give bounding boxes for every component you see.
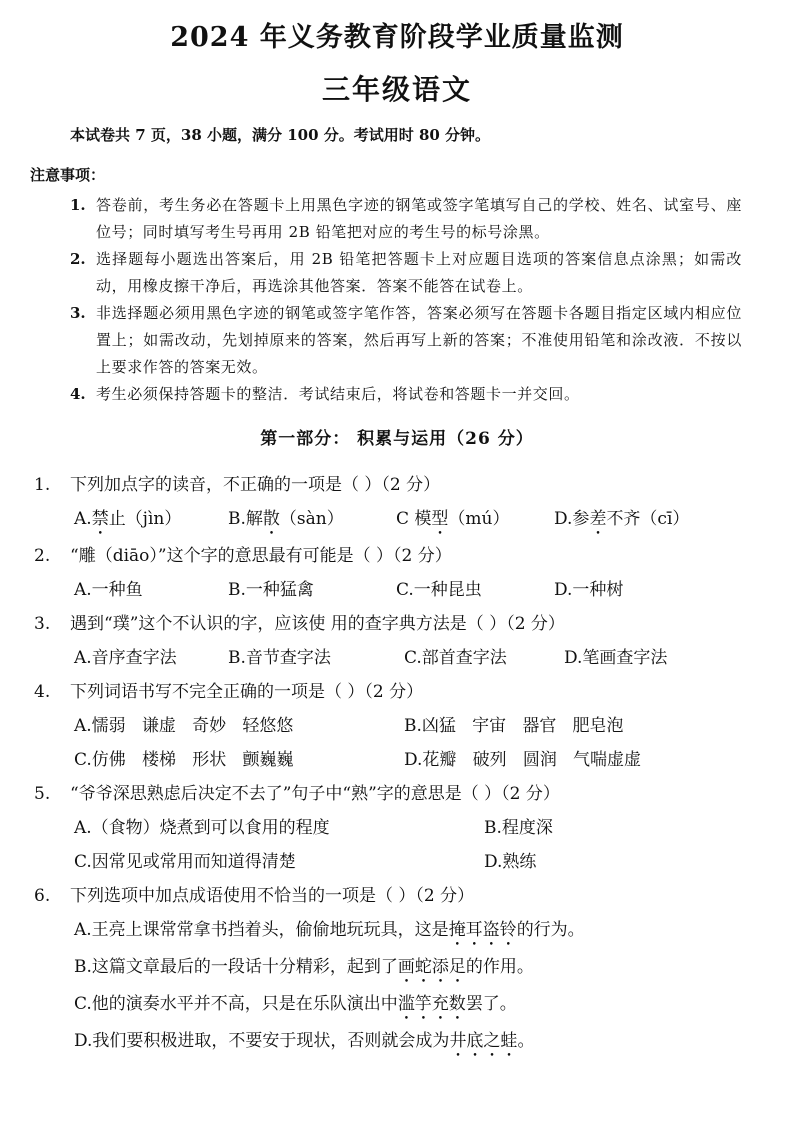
option-d[interactable]: D.笔画查字法 xyxy=(564,648,668,668)
dotted-char: 差 xyxy=(589,509,607,529)
dotted-char: 型 xyxy=(431,509,449,529)
notice-text: 选择题每小题选出答案后，用 2B 铅笔把答题卡上对应题目选项的答案信息点涂黑；如需改动，用橡皮擦干净后，再选涂其他答案．答案不能答在试卷上。 xyxy=(96,250,742,295)
question-6 xyxy=(30,879,764,1061)
section-heading: 第一部分： 积累与运用（26 分） xyxy=(260,429,534,449)
question-stem: 下列词语书写不完全正确的一项是（ ）（2 分） xyxy=(70,682,424,702)
notice-item xyxy=(70,381,742,408)
option-b[interactable]: B.一种猛禽 xyxy=(228,580,314,600)
option-a[interactable]: A.一种鱼 xyxy=(74,580,143,600)
option-c[interactable]: C 模型（mú） xyxy=(396,509,510,529)
question-4 xyxy=(30,675,764,777)
question-number: 1. xyxy=(34,475,51,495)
option-b[interactable]: B.这篇文章最后的一段话十分精彩，起到了 画蛇添足 的作用。 xyxy=(30,950,764,987)
notice-item xyxy=(70,300,742,381)
dotted-char: 禁 xyxy=(91,509,109,529)
option-d[interactable]: D.熟练 xyxy=(484,852,537,872)
question-number: 4. xyxy=(34,682,51,702)
notice-item xyxy=(70,246,742,300)
notice-number: 2. xyxy=(70,250,86,268)
question-stem: 遇到“璞”这个不认识的字，应该使 用的查字典方法是（ ）（2 分） xyxy=(70,614,565,634)
dotted-idiom: 画蛇添足 xyxy=(397,957,466,977)
dotted-idiom: 滥竽充数 xyxy=(397,994,466,1014)
exam-title: 2024 年义务教育阶段学业质量监测 xyxy=(170,22,624,53)
question-stem: “雕（diāo）”这个字的意思最有可能是（ ）（2 分） xyxy=(70,546,452,566)
option-d[interactable]: D.花瓣 破列 圆润 气喘虚虚 xyxy=(404,750,642,770)
option-a[interactable]: A.禁止（jìn） xyxy=(74,509,182,529)
question-5 xyxy=(30,777,764,879)
question-2 xyxy=(30,539,764,607)
option-b[interactable]: B.解散（sàn） xyxy=(228,509,344,529)
notice-number: 1. xyxy=(70,196,86,214)
question-number: 2. xyxy=(34,546,51,566)
option-c[interactable]: C.因常见或常用而知道得清楚 xyxy=(74,852,296,872)
option-b[interactable]: B.程度深 xyxy=(484,818,553,838)
option-d[interactable]: D.参差不齐（cī） xyxy=(554,509,690,529)
dotted-idiom: 掩耳盗铃 xyxy=(448,920,517,940)
option-a[interactable]: A.王亮上课常常拿书挡着头，偷偷地玩玩具，这是 掩耳盗铃 的行为。 xyxy=(30,913,764,950)
exam-info: 本试卷共 7 页，38 小题，满分 100 分。考试用时 80 分钟。 xyxy=(70,126,491,144)
notice-text: 非选择题必须用黑色字迹的钢笔或签字笔作答，答案必须写在答题卡各题目指定区域内相应位置上；如需改动，先划掉原来的答案，然后再写上新的答案；不准使用铅笔和涂改液．不按以上要求作答的答案无效。 xyxy=(96,304,742,376)
notice-number: 3. xyxy=(70,304,86,322)
exam-subtitle: 三年级语文 xyxy=(321,73,472,106)
question-stem: 下列选项中加点成语使用不恰当的一项是（ ）（2 分） xyxy=(70,886,475,906)
question-number: 5. xyxy=(34,784,51,804)
notice-text: 考生必须保持答题卡的整洁．考试结束后，将试卷和答题卡一并交回。 xyxy=(96,385,580,403)
question-number: 3. xyxy=(34,614,51,634)
option-a[interactable]: A.懦弱 谦虚 奇妙 轻悠悠 xyxy=(74,716,294,736)
question-1 xyxy=(30,468,764,539)
option-a[interactable]: A.（食物）烧煮到可以食用的程度 xyxy=(74,818,330,838)
notice-title: 注意事项： xyxy=(30,166,106,184)
notice-number: 4. xyxy=(70,385,86,403)
question-number: 6. xyxy=(34,886,51,906)
option-d[interactable]: D.一种树 xyxy=(554,580,624,600)
dotted-char: 散 xyxy=(262,509,280,529)
option-c[interactable]: C.他的演奏水平并不高，只是在乐队演出中 滥竽充数 罢了。 xyxy=(30,987,764,1024)
notice-item xyxy=(70,192,742,246)
question-3 xyxy=(30,607,764,675)
option-c[interactable]: C.一种昆虫 xyxy=(396,580,482,600)
dotted-idiom: 井底之蛙 xyxy=(449,1031,518,1051)
option-d[interactable]: D.我们要积极进取，不要安于现状，否则就会成为 井底之蛙 。 xyxy=(30,1024,764,1061)
notice-list xyxy=(30,192,764,408)
option-c[interactable]: C.部首查字法 xyxy=(404,648,507,668)
option-c[interactable]: C.仿佛 楼梯 形状 颤巍巍 xyxy=(74,750,294,770)
option-a[interactable]: A.音序查字法 xyxy=(74,648,177,668)
notice-text: 答卷前，考生务必在答题卡上用黑色字迹的钢笔或签字笔填写自己的学校、姓名、试室号、座位号；同时填写考生号再用 2B 铅笔把对应的考生号的标号涂黑。 xyxy=(96,196,742,241)
question-stem: 下列加点字的读音，不正确的一项是（ ）（2 分） xyxy=(70,475,441,495)
option-b[interactable]: B.凶猛 宇宙 器官 肥皂泡 xyxy=(404,716,624,736)
question-stem: “爷爷深思熟虑后决定不去了”句子中“熟”字的意思是（ ）（2 分） xyxy=(70,784,560,804)
option-b[interactable]: B.音节查字法 xyxy=(228,648,331,668)
